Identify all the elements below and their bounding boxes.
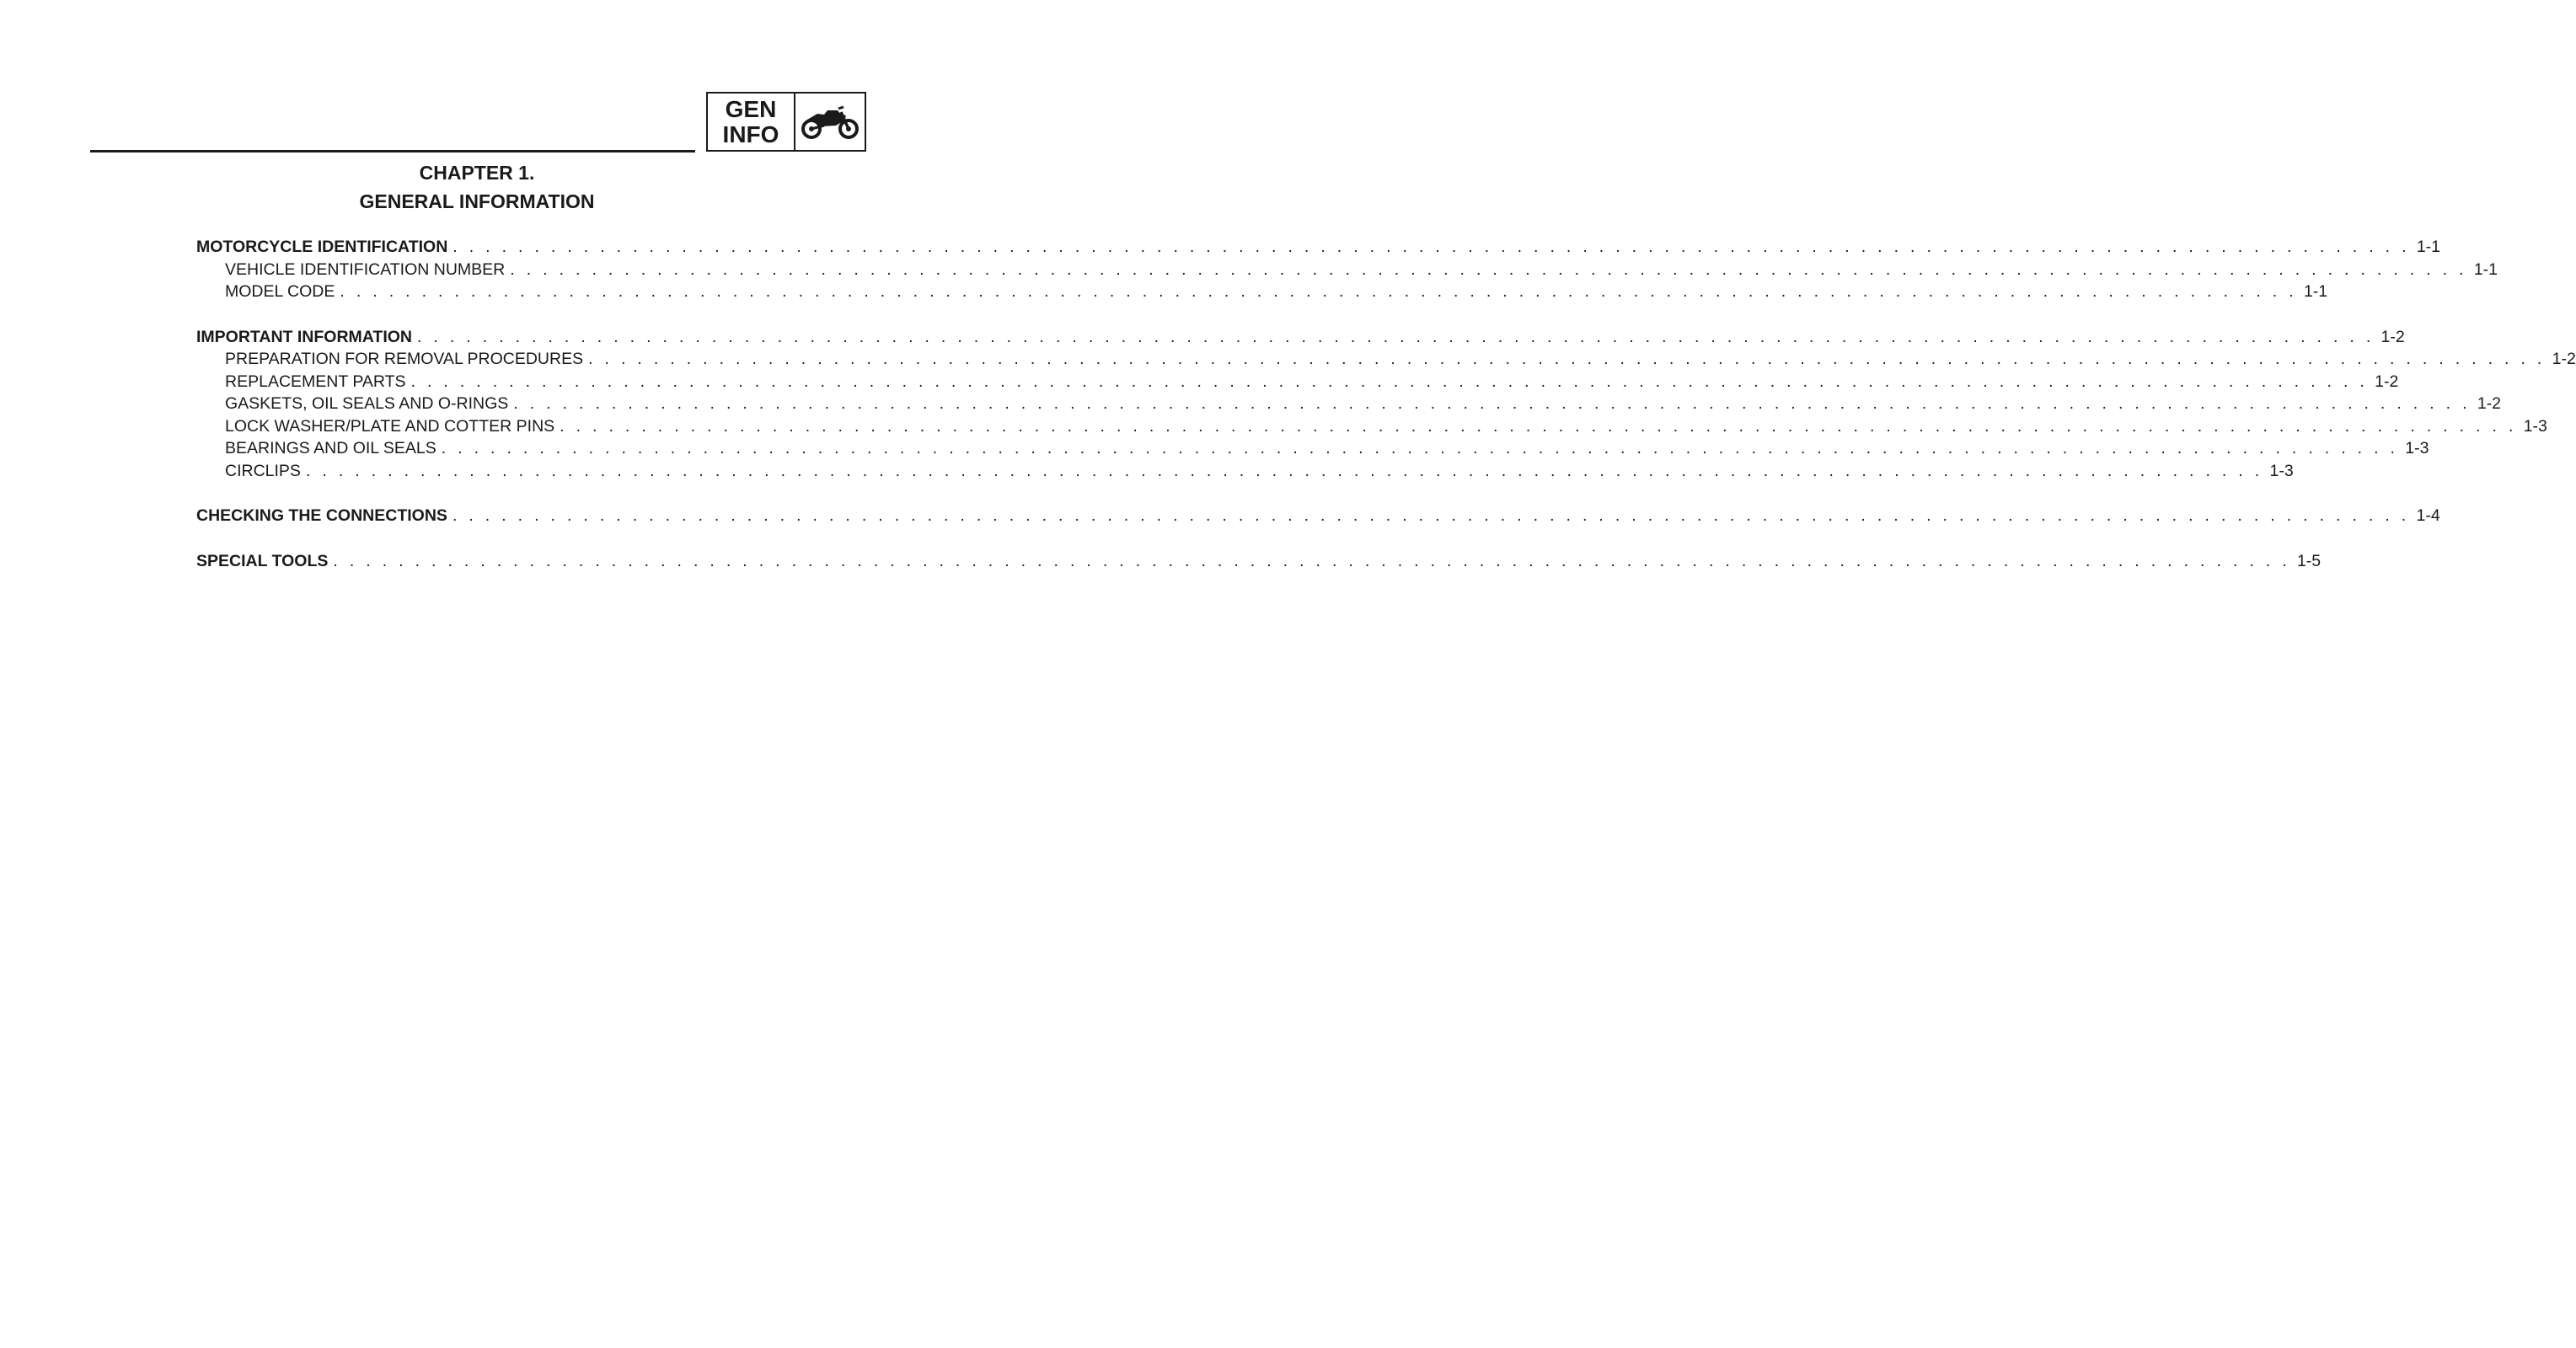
toc-entry-label: SPECIAL TOOLS [196, 551, 329, 570]
toc-entry-label: PREPARATION FOR REMOVAL PROCEDURES [225, 350, 584, 368]
toc-entry-label: CHECKING THE CONNECTIONS [196, 506, 447, 525]
toc-entry-page: 1-1 [2473, 259, 2498, 279]
toc-entry-page: 1-3 [2269, 461, 2294, 480]
toc-dot-leader: . . . . . . . . . . . . . . . . . . . . . . . . . . . . . . . . . . . . . . . . . . . . . . . . . . . . . . . . . . . . . . . . . . . . . . . . . . . . . . . . . . . . . . . . . . . . . . . . . . . . . . . . . . . . . . . . . . . . . . . . [333, 551, 2290, 570]
toc-dot-leader: . . . . . . . . . . . . . . . . . . . . . . . . . . . . . . . . . . . . . . . . . . . . . . . . . . . . . . . . . . . . . . . . . . . . . . . . . . . . . . . . . . . . . . . . . . . . . . . . . . . . . . . . . . . . . . . . . . . . . . . . [588, 350, 2546, 368]
header-rule [90, 150, 695, 152]
toc-entry-label: MODEL CODE [225, 282, 335, 301]
toc-entry-page: 1-2 [2552, 350, 2576, 368]
toc-dot-leader: . . . . . . . . . . . . . . . . . . . . . . . . . . . . . . . . . . . . . . . . . . . . . . . . . . . . . . . . . . . . . . . . . . . . . . . . . . . . . . . . . . . . . . . . . . . . . . . . . . . . . . . . . . . . . . . . . . . . . . . . [410, 372, 2369, 391]
toc-dot-leader: . . . . . . . . . . . . . . . . . . . . . . . . . . . . . . . . . . . . . . . . . . . . . . . . . . . . . . . . . . . . . . . . . . . . . . . . . . . . . . . . . . . . . . . . . . . . . . . . . . . . . . . . . . . . . . . . . . . . . . . . [453, 238, 2410, 256]
toc-subsection-entry[interactable] [196, 393, 2502, 415]
toc-entry-page: 1-3 [2405, 439, 2429, 457]
toc-entry-label: CIRCLIPS [225, 461, 301, 480]
toc-entry-page: 1-1 [2416, 238, 2441, 256]
badge-line-2: INFO [722, 120, 779, 147]
toc-subsection-entry[interactable] [196, 437, 2429, 460]
toc-entry-page: 1-5 [2296, 551, 2322, 570]
toc-subsection-entry[interactable] [196, 415, 2547, 438]
table-of-contents [196, 236, 2576, 572]
toc-dot-leader: . . . . . . . . . . . . . . . . . . . . . . . . . . . . . . . . . . . . . . . . . . . . . . . . . . . . . . . . . . . . . . . . . . . . . . . . . . . . . . . . . . . . . . . . . . . . . . . . . . . . . . . . . . . . . . . . . . . . . . . . [513, 394, 2471, 413]
toc-entry-label: LOCK WASHER/PLATE AND COTTER PINS [225, 416, 555, 436]
toc-entry-page: 1-2 [2375, 372, 2399, 391]
toc-entry-page: 1-2 [2477, 394, 2502, 413]
toc-dot-leader: . . . . . . . . . . . . . . . . . . . . . . . . . . . . . . . . . . . . . . . . . . . . . . . . . . . . . . . . . . . . . . . . . . . . . . . . . . . . . . . . . . . . . . . . . . . . . . . . . . . . . . . . . . . . . . . . . . . . . . . . [340, 282, 2297, 301]
toc-entry-page: 1-4 [2416, 506, 2440, 525]
toc-entry-label: VEHICLE IDENTIFICATION NUMBER [225, 259, 506, 279]
toc-section-entry[interactable] [196, 236, 2441, 259]
toc-dot-leader: . . . . . . . . . . . . . . . . . . . . . . . . . . . . . . . . . . . . . . . . . . . . . . . . . . . . . . . . . . . . . . . . . . . . . . . . . . . . . . . . . . . . . . . . . . . . . . . . . . . . . . . . . . . . . . . . . . . . . . . . [417, 327, 2375, 346]
toc-entry-label: IMPORTANT INFORMATION [196, 327, 412, 346]
toc-entry-label: GASKETS, OIL SEALS AND O-RINGS [225, 394, 509, 413]
toc-subsection-entry[interactable] [196, 371, 2399, 393]
badge-line-1: GEN [725, 95, 777, 122]
toc-subsection-entry[interactable] [196, 259, 2498, 281]
toc-dot-leader: . . . . . . . . . . . . . . . . . . . . . . . . . . . . . . . . . . . . . . . . . . . . . . . . . . . . . . . . . . . . . . . . . . . . . . . . . . . . . . . . . . . . . . . . . . . . . . . . . . . . . . . . . . . . . . . . . . . . . . . . [452, 506, 2410, 525]
toc-subsection-entry[interactable] [196, 281, 2328, 303]
toc-section-entry[interactable] [196, 550, 2322, 573]
chapter-title: GENERAL INFORMATION [359, 190, 595, 212]
chapter-number: CHAPTER 1. [419, 162, 535, 184]
toc-entry-label: MOTORCYCLE IDENTIFICATION [196, 238, 448, 256]
badge-label [708, 94, 795, 150]
toc-entry-page: 1-1 [2303, 282, 2328, 301]
toc-section-entry[interactable] [196, 326, 2405, 349]
toc-dot-leader: . . . . . . . . . . . . . . . . . . . . . . . . . . . . . . . . . . . . . . . . . . . . . . . . . . . . . . . . . . . . . . . . . . . . . . . . . . . . . . . . . . . . . . . . . . . . . . . . . . . . . . . . . . . . . . . . . . . . . . . . [560, 416, 2517, 436]
toc-entry-page: 1-3 [2523, 416, 2547, 436]
toc-entry-page: 1-2 [2381, 327, 2405, 346]
toc-dot-leader: . . . . . . . . . . . . . . . . . . . . . . . . . . . . . . . . . . . . . . . . . . . . . . . . . . . . . . . . . . . . . . . . . . . . . . . . . . . . . . . . . . . . . . . . . . . . . . . . . . . . . . . . . . . . . . . . . . . . . . . . [441, 439, 2399, 457]
section-badge [706, 92, 866, 152]
toc-section-entry[interactable] [196, 505, 2440, 527]
motorcycle-icon [795, 94, 865, 150]
toc-entry-label: REPLACEMENT PARTS [225, 372, 406, 391]
toc-subsection-entry[interactable] [196, 460, 2294, 483]
toc-dot-leader: . . . . . . . . . . . . . . . . . . . . . . . . . . . . . . . . . . . . . . . . . . . . . . . . . . . . . . . . . . . . . . . . . . . . . . . . . . . . . . . . . . . . . . . . . . . . . . . . . . . . . . . . . . . . . . . . . . . . . . . . [305, 461, 2263, 480]
toc-entry-label: BEARINGS AND OIL SEALS [225, 439, 436, 457]
toc-subsection-entry[interactable] [196, 348, 2576, 371]
toc-dot-leader: . . . . . . . . . . . . . . . . . . . . . . . . . . . . . . . . . . . . . . . . . . . . . . . . . . . . . . . . . . . . . . . . . . . . . . . . . . . . . . . . . . . . . . . . . . . . . . . . . . . . . . . . . . . . . . . . . . . . . . . . [510, 259, 2467, 279]
